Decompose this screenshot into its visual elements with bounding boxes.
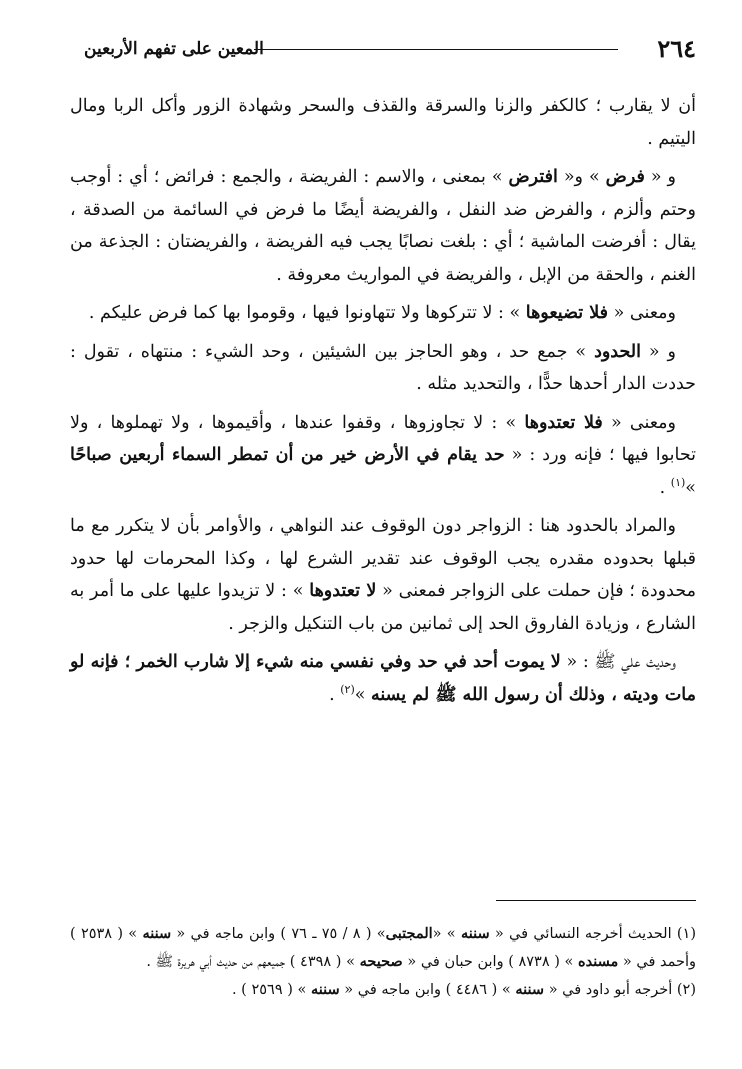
bold-term: فلا تعتدوها — [524, 412, 603, 433]
text-run: . — [659, 477, 671, 498]
text-run: » : لا تجاوزوها ، وقفوا عندها ، وأقيموها ، ولا تهملوها ، ولا تحابوا فيها ؛ فإنه ورد : « — [70, 412, 696, 465]
text-run: » و« — [557, 167, 606, 187]
text-run: و « — [640, 341, 676, 362]
bold-term: لا تعتدوها — [309, 581, 377, 601]
paragraph — [70, 646, 696, 711]
bold-term: فلا تضيعوها — [525, 303, 609, 323]
bold-term: لا يموت أحد في حد وفي نفسي منه شيء إلا شارب الخمر ؛ فإنه لو مات وديته ، وذلك أن رسول الله ﷺ لم يسنه — [70, 652, 696, 705]
bold-term: سننه — [460, 925, 490, 942]
footnotes — [70, 920, 696, 1004]
text-run: وحديث علي ﷺ : « — [560, 652, 676, 672]
main-text — [70, 90, 696, 717]
text-run: » جمع حد ، وهو الحاجز بين الشيئين ، وحد الشيء : منتهاه ، تقول : حددت الدار أحدها حدًّا ، والتحديد مثله . — [70, 341, 696, 394]
paragraph — [70, 510, 696, 640]
paragraph — [70, 297, 696, 330]
text-run: » « — [432, 926, 461, 942]
bold-term: الحدود — [594, 341, 641, 362]
text-run: . — [329, 684, 341, 705]
page-number: ٢٦٤ — [657, 34, 696, 63]
footnote-ref: (٢) — [340, 682, 355, 696]
text-run: » ( ٤٤٨٦ ) وابن ماجه في « — [339, 982, 516, 998]
text-run: » — [685, 477, 696, 498]
bold-term: صحيحه — [359, 953, 403, 970]
text-run: » ( ٢٥٦٩ ) . — [231, 982, 311, 998]
footnote-separator — [496, 900, 696, 901]
text-run: » ( ٨ / ٧٥ ـ ٧٦ ) وابن ماجه في « — [171, 926, 386, 942]
text-run: » — [354, 684, 372, 705]
bold-term: مسنده — [577, 953, 619, 970]
bold-term: افترض — [508, 167, 558, 187]
footnote — [70, 920, 696, 976]
paragraph — [70, 90, 696, 155]
text-run: ومعنى « — [602, 412, 676, 433]
text-run: » ( ٨٧٣٨ ) وابن حبان في « — [402, 954, 578, 970]
text-run: ومعنى « — [608, 303, 676, 323]
footnote-ref: (١) — [670, 475, 686, 489]
text-run: والمراد بالحدود هنا : الزواجر دون الوقوف عند النواهي ، والأوامر بأن لا يتكرر مع ما قبلها بحدوده مقدره يجب الوقوف عند تقدير الشرع لها ، وكذا المحرمات لها حدود محدودة ؛ فإن حملت على الزواجر فمعنى « — [70, 516, 696, 601]
paragraph — [70, 407, 696, 505]
footnote — [70, 976, 696, 1004]
bold-term: فرض — [605, 167, 645, 187]
header-rule — [254, 49, 618, 50]
paragraph — [70, 336, 696, 401]
bold-term: سننه — [142, 925, 172, 942]
text-run: أن لا يقارب ؛ كالكفر والزنا والسرقة والقذف والسحر وشهادة الزور وأكل الربا ومال اليتيم . — [70, 96, 696, 149]
text-run: » : لا تزيدوا عليها على ما أمر به الشارع ، وزيادة الفاروق الحد إلى ثمانين من باب التنكيل والزجر . — [70, 581, 696, 634]
text-run: و « — [644, 167, 676, 187]
text-run: » بمعنى ، والاسم : الفريضة ، والجمع : فرائض ؛ أي : أوجب وحتم وألزم ، والفرض ضد النفل ، والفريضة أيضًا ما فرض في السائمة من الصدقة ، يقال : أفرضت الماشية ؛ أي : بلغت نصابًا يجب فيه الفريضة ، والفريضتان : الجذعة من الغنم ، والحقة من الإبل ، والفريضة في المواريث معروفة . — [70, 167, 696, 285]
text-run: (١) الحديث أخرجه النسائي في « — [489, 926, 697, 942]
text-run: » ( ٤٣٩٨ ) جميعهم من حديث أبي هريرة ﷺ . — [146, 954, 360, 970]
page-header — [84, 34, 696, 64]
bold-term: سننه — [310, 981, 340, 998]
paragraph — [70, 161, 696, 291]
text-run: » : لا تتركوها ولا تتهاونوا فيها ، وقوموا بها كما فرض عليكم . — [88, 303, 526, 323]
bold-term: سننه — [515, 981, 545, 998]
running-title: المعين على تفهم الأربعين — [84, 39, 264, 59]
bold-term: المجتبى — [385, 925, 433, 942]
bold-term: حد يقام في الأرض خير من أن تمطر السماء أربعين صباحًا — [70, 445, 505, 465]
text-run: » ( ٢٥٣٨ ) وأحمد في « — [70, 926, 696, 970]
text-run: (٢) أخرجه أبو داود في « — [544, 982, 696, 998]
